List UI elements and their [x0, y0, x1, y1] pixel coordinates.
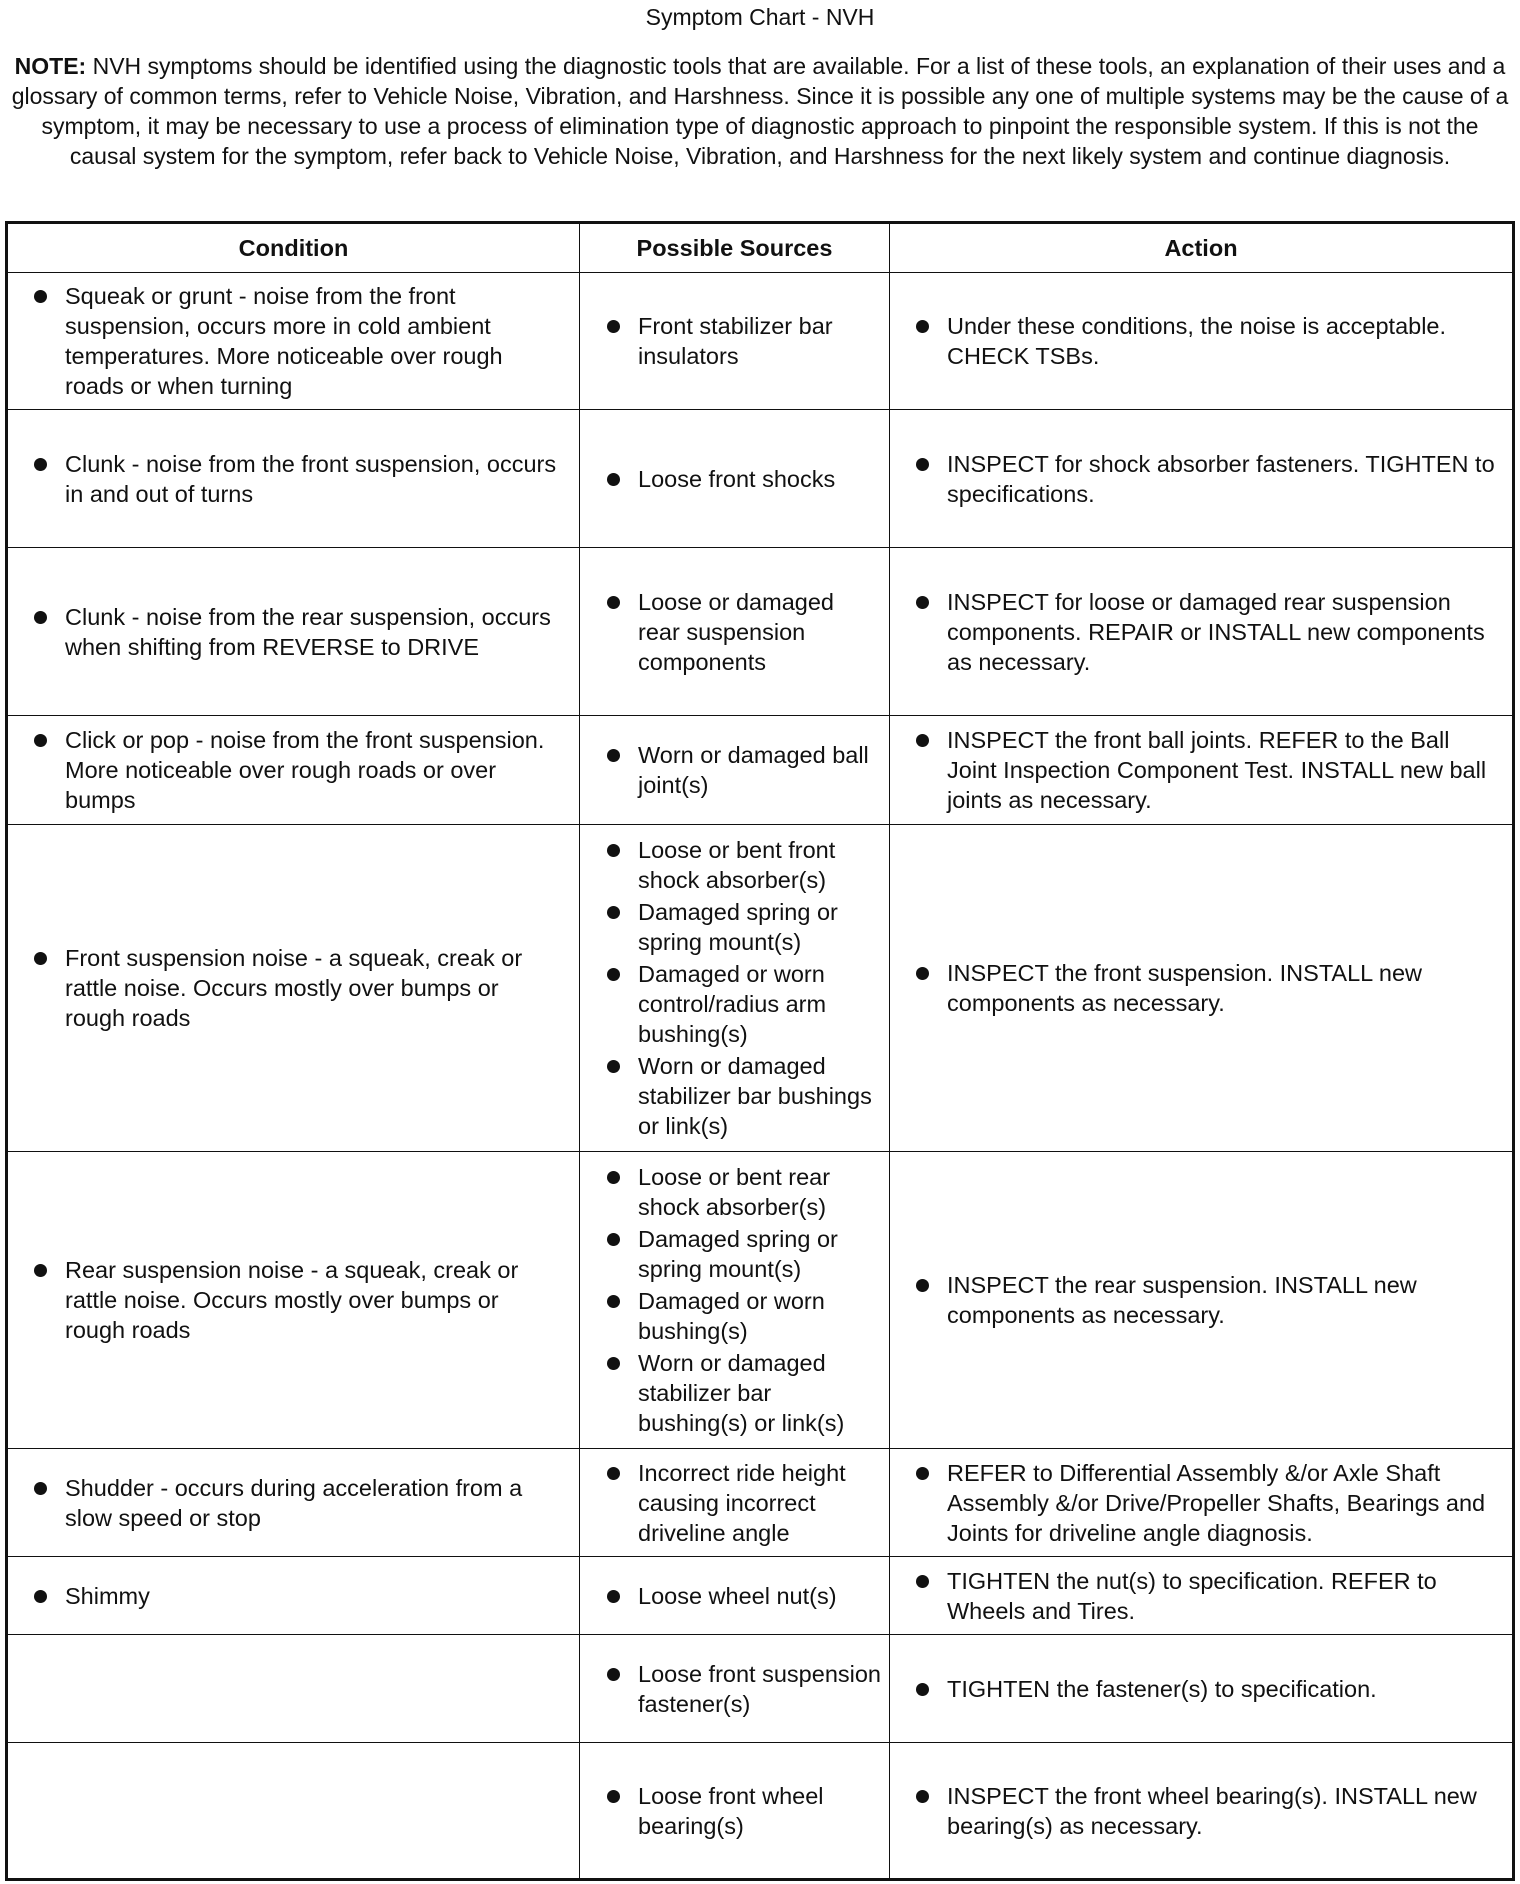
action-cell	[890, 1449, 1514, 1557]
table-row	[7, 1449, 1514, 1557]
condition-text: Squeak or grunt - noise from the front suspension, occurs more in cold ambient temperatures. More noticeable over rough roads or when turning	[8, 281, 579, 401]
condition-cell	[7, 548, 580, 716]
source-item: Damaged spring or spring mount(s)	[580, 897, 889, 957]
sources-cell	[580, 273, 890, 410]
source-item: Loose or damaged rear suspension components	[580, 587, 889, 677]
condition-text: Rear suspension noise - a squeak, creak or rattle noise. Occurs mostly over bumps or rough roads	[8, 1255, 579, 1345]
action-cell	[890, 1152, 1514, 1449]
source-item: Worn or damaged stabilizer bar bushings or link(s)	[580, 1051, 889, 1141]
action-cell	[890, 1635, 1514, 1743]
source-item: Incorrect ride height causing incorrect driveline angle	[580, 1458, 889, 1548]
sources-cell	[580, 1449, 890, 1557]
page-title: Symptom Chart - NVH	[645, 4, 875, 30]
action-text: INSPECT the rear suspension. INSTALL new components as necessary.	[890, 1270, 1512, 1330]
condition-cell-empty	[7, 1743, 580, 1880]
action-cell	[890, 410, 1514, 548]
source-item: Loose or bent rear shock absorber(s)	[580, 1162, 889, 1222]
action-cell	[890, 273, 1514, 410]
action-cell	[890, 1743, 1514, 1880]
note-label: NOTE:	[14, 53, 87, 79]
header-condition: Condition	[7, 223, 580, 273]
action-cell	[890, 825, 1514, 1152]
action-cell	[890, 1557, 1514, 1635]
condition-text: Clunk - noise from the rear suspension, occurs when shifting from REVERSE to DRIVE	[8, 602, 579, 662]
condition-cell	[7, 1449, 580, 1557]
symptom-chart-table	[5, 221, 1515, 1881]
action-text: REFER to Differential Assembly &/or Axle Shaft Assembly &/or Drive/Propeller Shafts, Bearings and Joints for driveline angle diagnosis.	[890, 1458, 1512, 1548]
source-item: Loose front suspension fastener(s)	[580, 1659, 889, 1719]
source-item: Loose or bent front shock absorber(s)	[580, 835, 889, 895]
source-item: Damaged or worn bushing(s)	[580, 1286, 889, 1346]
source-item: Loose wheel nut(s)	[580, 1581, 889, 1611]
condition-cell-empty	[7, 1635, 580, 1743]
source-item: Damaged spring or spring mount(s)	[580, 1224, 889, 1284]
source-item: Worn or damaged ball joint(s)	[580, 740, 889, 800]
condition-cell	[7, 825, 580, 1152]
condition-text: Front suspension noise - a squeak, creak or rattle noise. Occurs mostly over bumps or rough roads	[8, 943, 579, 1033]
source-item: Loose front shocks	[580, 464, 889, 494]
table-row	[7, 548, 1514, 716]
condition-cell	[7, 273, 580, 410]
action-text: INSPECT for shock absorber fasteners. TIGHTEN to specifications.	[890, 449, 1512, 509]
table-row	[7, 1557, 1514, 1635]
condition-cell	[7, 1557, 580, 1635]
sources-cell	[580, 1152, 890, 1449]
note-text: NVH symptoms should be identified using the diagnostic tools that are available. For a list of these tools, an explanation of their uses and a glossary of common terms, refer to Vehicle Noise, Vibration, and Harshness. Since it is possible any one of multiple systems may be the cause of a symptom, it may be necessary to use a process of elimination type of diagnostic approach to pinpoint the responsible system. If this is not the causal system for the symptom, refer back to Vehicle Noise, Vibration, and Harshness for the next likely system and continue diagnosis.	[11, 53, 1509, 169]
source-item: Loose front wheel bearing(s)	[580, 1781, 889, 1841]
action-text: INSPECT the front ball joints. REFER to the Ball Joint Inspection Component Test. INSTALL new ball joints as necessary.	[890, 725, 1512, 815]
condition-cell	[7, 410, 580, 548]
action-cell	[890, 716, 1514, 825]
action-text: Under these conditions, the noise is acceptable. CHECK TSBs.	[890, 311, 1512, 371]
table-row	[7, 825, 1514, 1152]
condition-text: Click or pop - noise from the front suspension. More noticeable over rough roads or over bumps	[8, 725, 579, 815]
table-row	[7, 716, 1514, 825]
sources-cell	[580, 1557, 890, 1635]
table-row	[7, 1635, 1514, 1743]
condition-cell	[7, 716, 580, 825]
table-row	[7, 410, 1514, 548]
header-action: Action	[890, 223, 1514, 273]
sources-cell	[580, 1743, 890, 1880]
action-cell	[890, 548, 1514, 716]
sources-cell	[580, 548, 890, 716]
source-item: Front stabilizer bar insulators	[580, 311, 889, 371]
sources-cell	[580, 410, 890, 548]
sources-cell	[580, 716, 890, 825]
header-possible-sources: Possible Sources	[580, 223, 890, 273]
condition-text: Shudder - occurs during acceleration from a slow speed or stop	[8, 1473, 579, 1533]
sources-cell	[580, 825, 890, 1152]
action-text: TIGHTEN the fastener(s) to specification.	[890, 1674, 1512, 1704]
note-paragraph	[8, 51, 1512, 171]
condition-cell	[7, 1152, 580, 1449]
condition-text: Shimmy	[8, 1581, 579, 1611]
action-text: INSPECT the front suspension. INSTALL new components as necessary.	[890, 958, 1512, 1018]
sources-cell	[580, 1635, 890, 1743]
action-text: INSPECT for loose or damaged rear suspension components. REPAIR or INSTALL new components as necessary.	[890, 587, 1512, 677]
table-row	[7, 1743, 1514, 1880]
source-item: Damaged or worn control/radius arm bushing(s)	[580, 959, 889, 1049]
table-header-row	[7, 223, 1514, 273]
source-item: Worn or damaged stabilizer bar bushing(s) or link(s)	[580, 1348, 889, 1438]
action-text: INSPECT the front wheel bearing(s). INSTALL new bearing(s) as necessary.	[890, 1781, 1512, 1841]
table-row	[7, 1152, 1514, 1449]
table-row	[7, 273, 1514, 410]
action-text: TIGHTEN the nut(s) to specification. REFER to Wheels and Tires.	[890, 1566, 1512, 1626]
condition-text: Clunk - noise from the front suspension, occurs in and out of turns	[8, 449, 579, 509]
